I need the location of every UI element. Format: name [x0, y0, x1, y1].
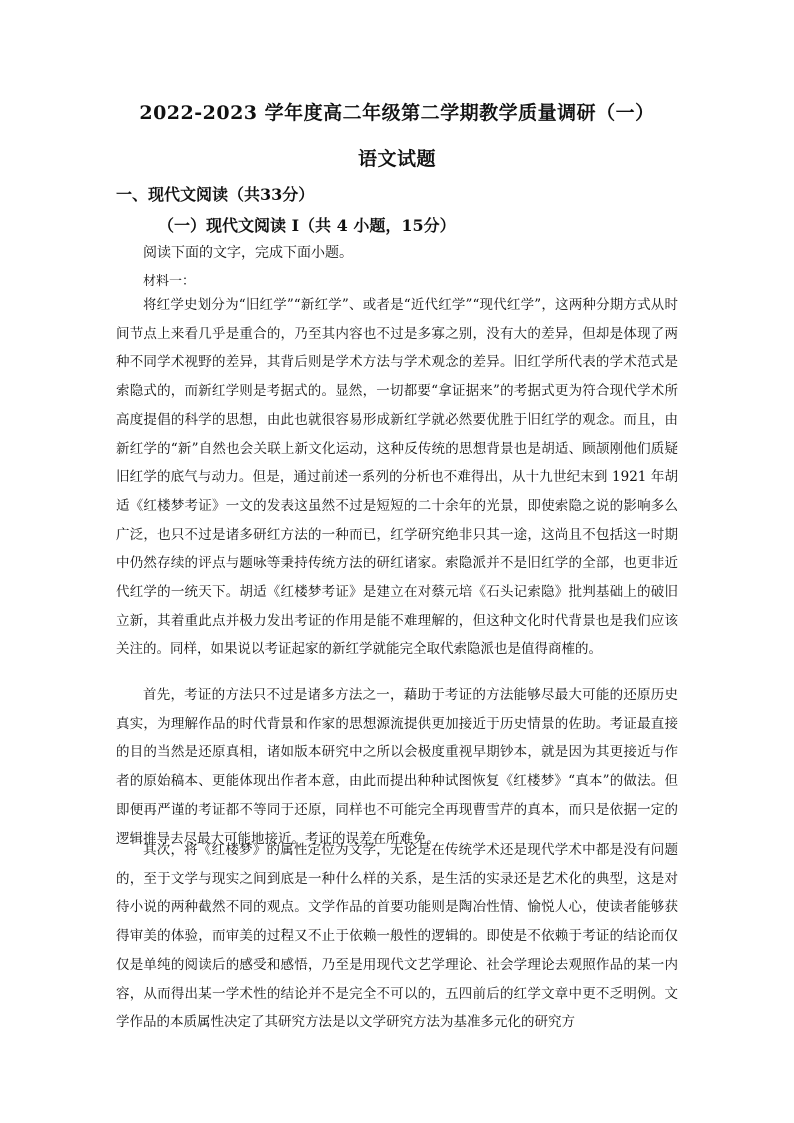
exam-subtitle: 语文试题	[357, 148, 436, 170]
paragraph: 首先，考证的方法只不过是诸多方法之一，藉助于考证的方法能够尽最大可能的还原历史真实，为理解作品的时代背景和作家的思想源流提供更加接近于历史情景的佐助。考证最直接的目的当然是还原真相，诸如版本研究中之所以会极度重视早期钞本，就是因为其更接近与作者的原始稿本、更能体现出作者本意，由此而提出种种试图恢复《红楼梦》“真本”的做法。但即便再严谨的考证都不等同于还原，同样也不可能完全再现曹雪芹的真本，而只是依据一定的逻辑推导去尽最大可能地接近。考证的误差在所难免。	[116, 687, 678, 847]
section-heading: 一、现代文阅读（共33分）	[116, 185, 315, 204]
subsection-heading: （一）现代文阅读 I（共 4 小题，15分）	[158, 216, 456, 235]
paragraph: 将红学史划分为“旧红学”“新红学”、或者是“近代红学”“现代红学”，这两种分期方式从时间节点上来看几乎是重合的，乃至其内容也不过是多寡之别，没有大的差异，但却是体现了两种不同学术视野的差异，其背后则是学术方法与学术观念的差异。旧红学所代表的学术范式是索隐式的，而新红学则是考据式的。显然，一切都要“拿证据来”的考据式更为符合现代学术所高度提倡的科学的思想，由此也就很容易形成新红学就必然要优胜于旧红学的观念。而且，由新红学的“新”自然也会关联上新文化运动，这种反传统的思想背景也是胡适、顾颉刚他们质疑旧红学的底气与动力。但是，通过前述一系列的分析也不难得出，从十九世纪末到 1921 年胡适《红楼梦考证》一文的发表这虽然不过是短短的二十余年的光景，即使索隐之说的影响多么广泛，也只不过是诸多研红方法的一种而已，红学研究绝非只其一途，这尚且不包括这一时期中仍然存续的评点与题咏等秉持传统方法的研红诸家。索隐派并不是旧红学的全部，也更非近代红学的一统天下。胡适《红楼梦考证》是建立在对蔡元培《石头记索隐》批判基础上的破旧立新，其着重此点并极力发出考证的作用是能不难理解的，但这种文化时代背景也是我们应该关注的。同样，如果说以考证起家的新红学就能完全取代索隐派也是值得商榷的。	[116, 297, 678, 658]
paragraph: 其次，将《红楼梦》的属性定位为文学，无论是在传统学术还是现代学术中都是没有问题的，至于文学与现实之间到底是一种什么样的关系，是生活的实录还是艺术化的典型，这是对待小说的两种截然不同的观点。文学作品的首要功能则是陶冶性情、愉悦人心，使读者能够获得审美的体验，而审美的过程又不止于依赖一般性的逻辑的。即使是不依赖于考证的结论而仅仅是单纯的阅读后的感受和感悟，乃至是用现代文艺学理论、社会学理论去观照作品的某一内容，从而得出某一学术性的结论并不是完全不可以的，五四前后的红学文章中更不乏明例。文学作品的本质属性决定了其研究方法是以文学研究方法为基准多元化的研究方	[116, 842, 678, 1031]
material-label: 材料一：	[143, 274, 196, 289]
exam-title: 2022-2023 学年度高二年级第二学期教学质量调研（一）	[139, 102, 655, 124]
instruction-text: 阅读下面的文字，完成下面小题。	[143, 245, 353, 261]
